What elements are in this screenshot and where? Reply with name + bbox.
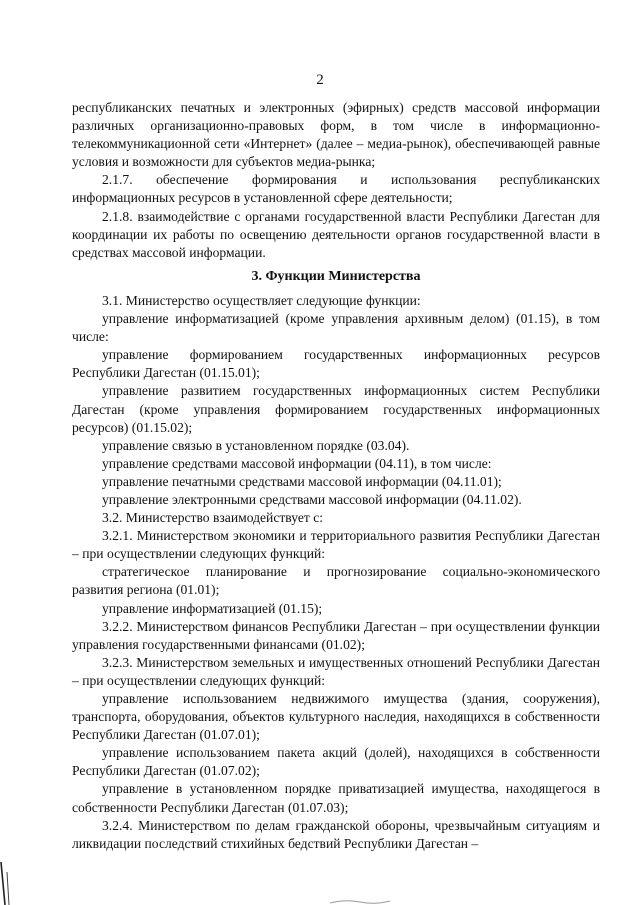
page-number: 2	[316, 72, 324, 88]
paragraph: республиканских печатных и электронных (эфирных) средств массовой информации различных организационно-правовых форм, в том числе в информационно-телекоммуникационной сети «Интернет» (далее – медиа-рынок), обеспечивающей равные условия и возможности для субъектов медиа-рынка;	[72, 100, 600, 170]
paragraph: управление развитием государственных информационных систем Республики Дагестан (кроме управления формированием государственных информационных ресурсов) (01.15.02);	[72, 383, 600, 435]
paragraph: управление средствами массовой информации (04.11), в том числе:	[102, 455, 492, 471]
paragraph: 3.1. Министерство осуществляет следующие функции:	[102, 292, 421, 308]
paragraph: 3.2.3. Министерством земельных и имущественных отношений Республики Дагестан – при осуществлении следующих функций:	[72, 654, 600, 688]
paragraph: управление информатизацией (01.15);	[102, 600, 323, 616]
paragraph: управление формированием государственных информационных ресурсов Республики Дагестан (01.15.01);	[72, 347, 600, 381]
section-heading: 3. Функции Министерства	[251, 268, 421, 284]
paragraph: управление информатизацией (кроме управления архивным делом) (01.15), в том числе:	[72, 311, 600, 345]
paragraph: 3.2. Министерство взаимодействует с:	[102, 510, 324, 526]
paragraph: 3.2.4. Министерством по делам гражданской обороны, чрезвычайным ситуациям и ликвидации последствий стихийных бедствий Республики Дагестан –	[72, 817, 600, 851]
document-body	[72, 99, 600, 853]
scan-artifact-mark	[330, 897, 390, 905]
paragraph: управление электронными средствами массовой информации (04.11.02).	[102, 491, 522, 507]
paragraph: управление печатными средствами массовой информации (04.11.01);	[102, 473, 502, 489]
paragraph: 2.1.8. взаимодействие с органами государственной власти Республики Дагестан для координации их работы по освещению деятельности органов государственной власти в средствах массовой информации.	[72, 208, 600, 260]
paragraph: управление использованием недвижимого имущества (здания, сооружения), транспорта, оборудования, объектов культурного наследия, находящихся в собственности Республики Дагестан (01.07.01);	[72, 691, 600, 743]
paragraph: управление в установленном порядке приватизацией имущества, находящегося в собственности Республики Дагестан (01.07.03);	[72, 781, 600, 815]
paragraph: 3.2.1. Министерством экономики и территориального развития Республики Дагестан – при осуществлении следующих функций:	[72, 528, 600, 562]
scan-edge-mark	[0, 862, 14, 905]
paragraph: управление использованием пакета акций (долей), находящихся в собственности Республики Дагестан (01.07.02);	[72, 745, 600, 779]
paragraph: 3.2.2. Министерством финансов Республики Дагестан – при осуществлении функции управления государственными финансами (01.02);	[72, 618, 600, 652]
paragraph: управление связью в установленном порядке (03.04).	[102, 437, 410, 453]
paragraph: стратегическое планирование и прогнозирование социально-экономического развития региона (01.01);	[72, 564, 600, 598]
paragraph: 2.1.7. обеспечение формирования и использования республиканских информационных ресурсов в установленной сфере деятельности;	[72, 172, 600, 206]
